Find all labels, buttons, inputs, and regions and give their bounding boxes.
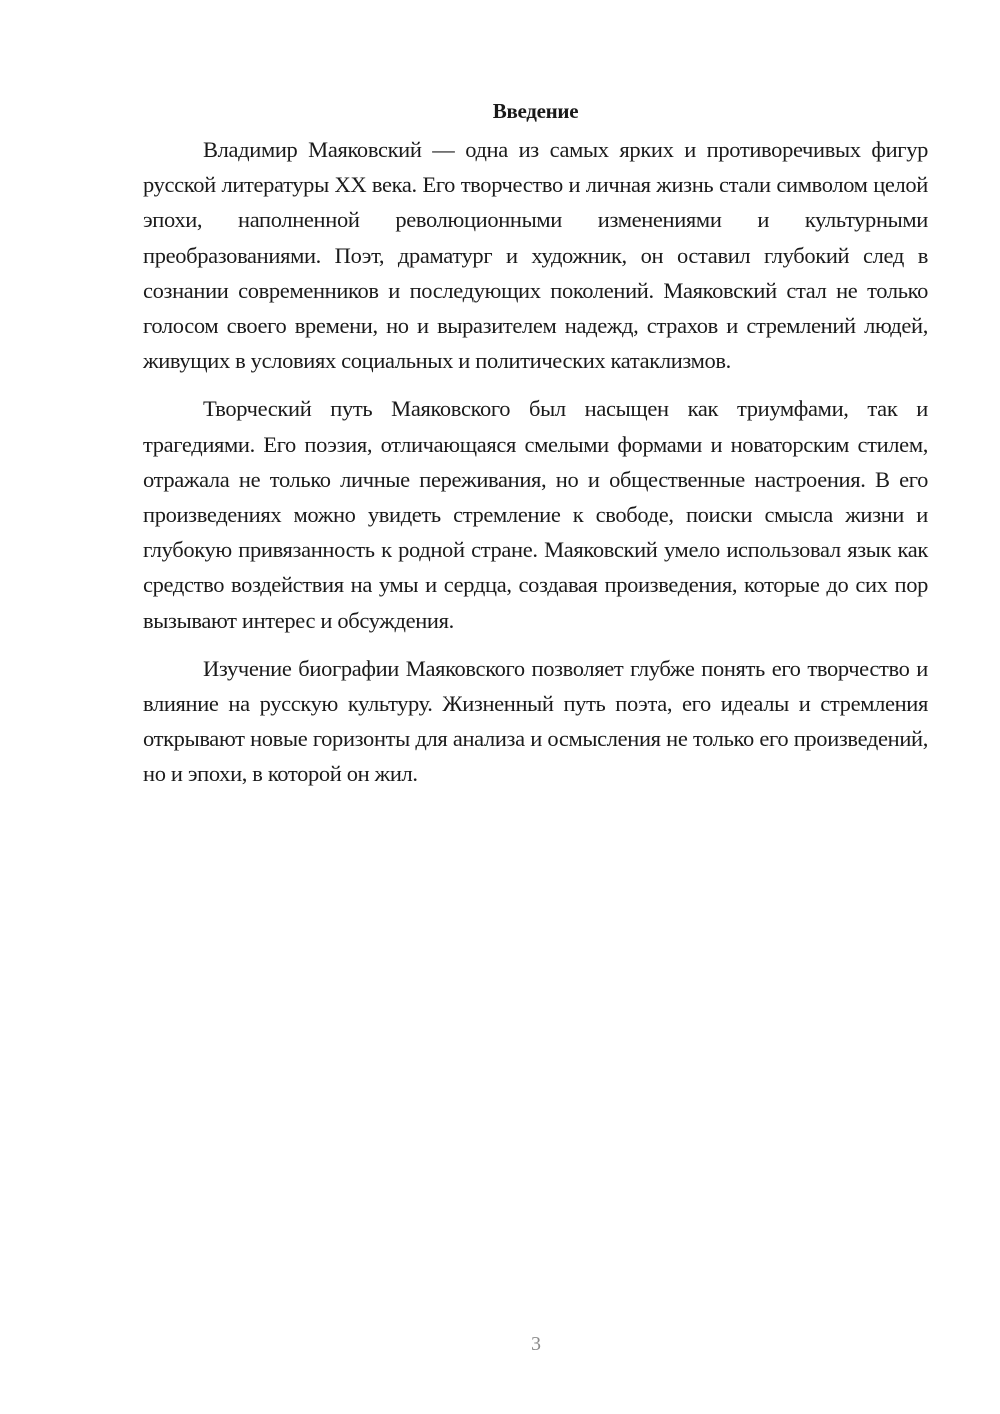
paragraph-2: Творческий путь Маяковского был насыщен как триумфами, так и трагедиями. Его поэзия, отличающаяся смелыми формами и новаторским стилем, отражала не только личные переживания, но и общественные настроения. В его произведениях можно увидеть стремление к свободе, поиски смысла жизни и глубокую привязанность к родной стране. Маяковский умело использовал язык как средство воздействия на умы и сердца, создавая произведения, которые до сих пор вызывают интерес и обсуждения. <box>143 396 928 633</box>
paragraph-3: Изучение биографии Маяковского позволяет глубже понять его творчество и влияние на русскую культуру. Жизненный путь поэта, его идеалы и стремления открывают новые горизонты для анализа и осмысления не только его произведений, но и эпохи, в которой он жил. <box>143 655 928 787</box>
page-content <box>143 96 928 805</box>
page-number: 3 <box>531 1333 541 1355</box>
paragraph-1: Владимир Маяковский — одна из самых ярких и противоречивых фигур русской литературы XX века. Его творчество и личная жизнь стали символом целой эпохи, наполненной революционными изменениями и культурными преобразованиями. Поэт, драматург и художник, он оставил глубокий след в сознании современников и последующих поколений. Маяковский стал не только голосом своего времени, но и выразителем надежд, страхов и стремлений людей, живущих в условиях социальных и политических катаклизмов. <box>143 137 928 374</box>
section-title: Введение <box>492 99 579 123</box>
